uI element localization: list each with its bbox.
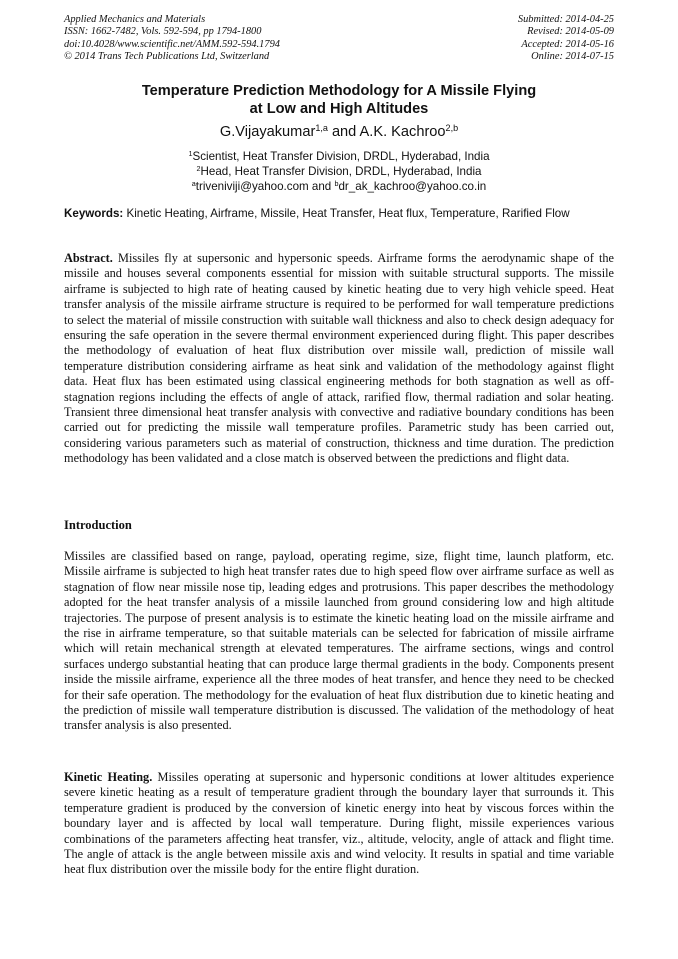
date-revised: Revised: 2014-05-09 [527,26,614,38]
author-1-marker: 1,a [315,123,328,134]
abstract-section [64,251,614,467]
journal-doi: doi:10.4028/www.scientific.net/AMM.592-594.1794 [64,38,280,50]
affiliations [64,149,614,194]
affiliation-2-text: Head, Heat Transfer Division, DRDL, Hyderabad, India [200,165,482,178]
affiliation-1 [64,149,614,164]
keywords-text: Kinetic Heating, Airframe, Missile, Heat Transfer, Heat flux, Temperature, Rarified Flow [123,207,570,220]
author-2-marker: 2,b [445,123,459,134]
author-1: G.Vijayakumar [219,124,316,140]
abstract-text: Missiles fly at supersonic and hypersonic speeds. Airframe forms the aerodynamic shape of the missile and houses several components essential for mission with suitable structural supports. The missile airframe is subjected to high rate of heating caused by kinetic heating due to very high vehicle speed. Heat transfer analysis of the missile airframe structure is required to be performed for wall temperature predictions to select the material of missile construction with suitable wall thickness and also to check design adequacy for ensuring the safe operation in the severe thermal environment experienced during flight. This paper describes the methodology of evaluation of heat flux distribution over missile wall, prediction of missile wall temperature distribution considering airframe as heat sink and validation of the methodology against flight data. Heat flux has been estimated using classical engineering methods for both stagnation as well as off-stagnation regions including the effects of angle of attack, rarified flow, thermal radiation and solar heating. Transient three dimensional heat transfer analysis with convective and radiative boundary conditions has been carried out for predicting the missile wall temperature profiles. Parametric study has been carried out, considering various parameters such as material of construction, thickness and time duration. The prediction methodology has been validated and a close match is observed between the predictions and flight data. [64,251,614,466]
email-a-marker: a [191,179,196,189]
author-2: A.K. Kachroo [359,124,446,140]
email-separator: and [308,180,335,193]
author-list [64,123,614,141]
kinetic-heating-paragraph [64,770,614,878]
introduction-paragraph: Missiles are classified based on range, payload, operating regime, size, flight time, launch platform, etc. Missile airframe is subjected to high heat transfer rates due to high speed flow over airframe surface as well as stagnation of flow near missile nose tip, leading edges and protrusions. This paper describes the methodology adopted for the heat transfer analysis of a missile launched from ground considering low and high altitude trajectories. The purpose of present analysis is to estimate the kinetic heating load on the missile airframe and the rise in airframe temperature, so that suitable materials can be selected for fabrication of missile airframe which will retain mechanical strength at elevated temperatures. The airframe sections, wings and control surfaces undergo substantial heating that can produce large thermal gradients in the body. Components present inside the missile airframe, experience all the three modes of heat transfer, and hence they need to be checked for their safe operation. The methodology for the evaluation of heat flux distribution due to kinetic heating and the prediction of missile wall temperature distribution is discussed. The validation of the methodology of heat transfer analysis is also presented. [64,549,614,733]
date-accepted: Accepted: 2014-05-16 [521,38,614,50]
journal-info [64,14,280,64]
email-a[interactable]: triveniviji@yahoo.com [195,180,309,193]
kinetic-heating-label: Kinetic Heating. [64,770,153,784]
date-submitted: Submitted: 2014-04-25 [517,14,614,25]
kinetic-heating-text: Missiles operating at supersonic and hypersonic conditions at lower altitudes experience severe kinetic heating as a result of temperature gradient through the boundary layer that surrounds it. This temperature gradient is produced by the conversion of kinetic energy into heat by viscous forces within the boundary layer and is affected by local wall temperature. During flight, missile experiences various combinations of the parameters affecting heat transfer, viz., altitude, velocity, angle of attack and flight time. The angle of attack is the angle between missile axis and wind velocity. It results in spatial and time variable heat flux distribution over the missile body for the entire flight duration. [64,770,614,877]
keywords-label: Keywords: [64,207,124,220]
email-b-marker: b [334,179,339,189]
author-separator: and [327,124,360,140]
affiliation-1-text: Scientist, Heat Transfer Division, DRDL, Hyderabad, India [192,150,490,163]
affiliation-2-marker: 2 [196,164,201,174]
keywords-section [64,207,614,221]
journal-copyright: © 2014 Trans Tech Publications Ltd, Switzerland [64,51,270,63]
abstract-label: Abstract. [64,251,113,265]
title-line-2: at Low and High Altitudes [249,101,429,117]
date-online: Online: 2014-07-15 [531,51,614,63]
paper-title [64,82,614,118]
affiliation-2 [64,164,614,179]
introduction-heading: Introduction [64,518,132,532]
affiliation-1-marker: 1 [188,149,193,159]
author-emails [64,179,614,194]
journal-name: Applied Mechanics and Materials [64,14,206,25]
journal-issn: ISSN: 1662-7482, Vols. 592-594, pp 1794-1800 [64,26,262,38]
title-line-1: Temperature Prediction Methodology for A Missile Flying [141,83,537,99]
email-b[interactable]: dr_ak_kachroo@yahoo.co.in [338,180,487,193]
submission-dates [518,14,614,64]
